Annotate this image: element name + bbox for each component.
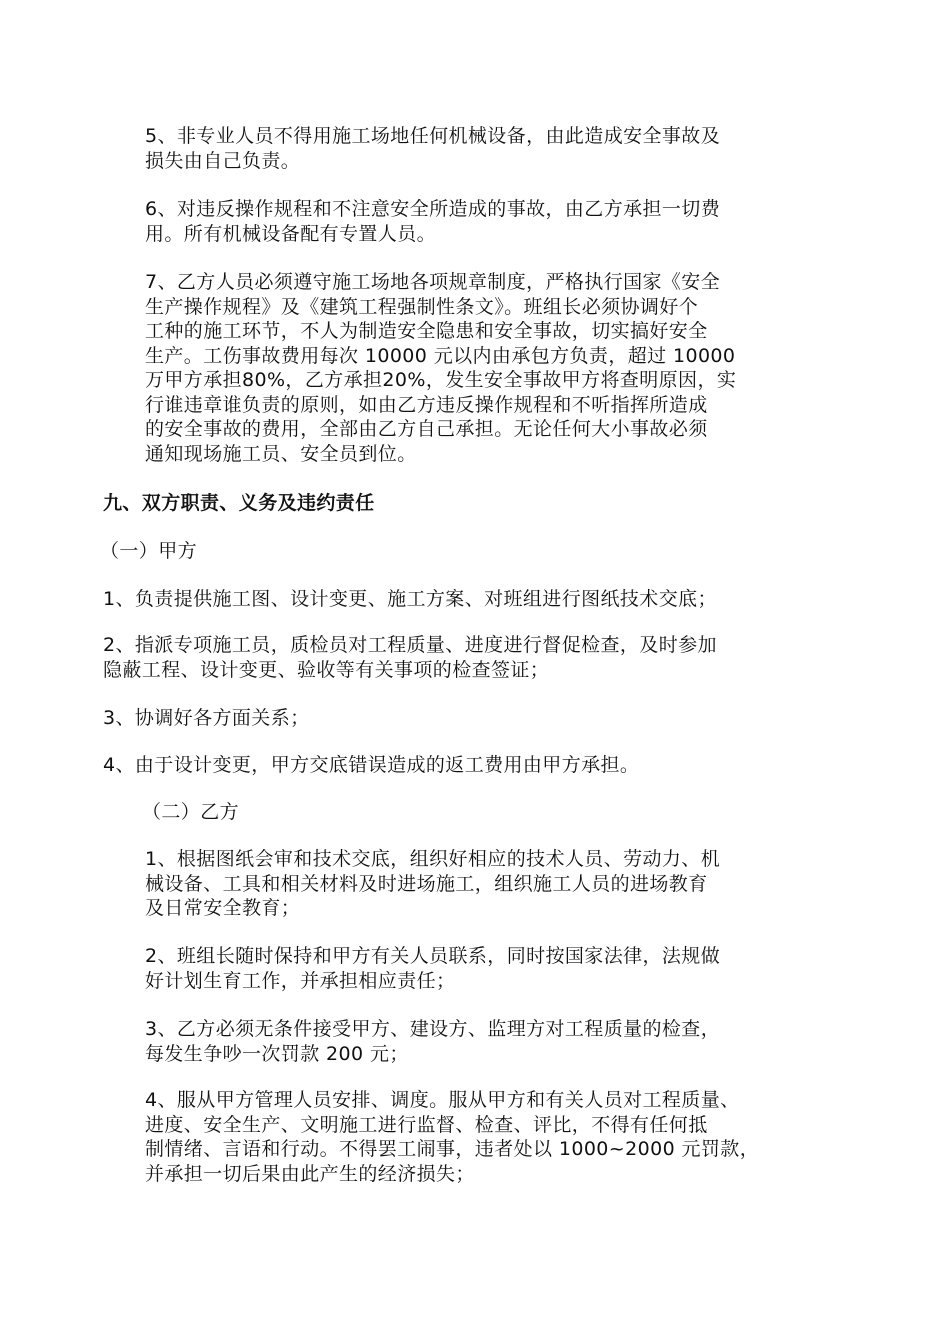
party-b-item-4-line-4: 并承担一切后果由此产生的经济损失；: [145, 1162, 475, 1185]
clause-7-line-5: 万甲方承担80%，乙方承担20%，发生安全事故甲方将查明原因，实: [145, 369, 737, 391]
party-b-item-4-line-1: 4、服从甲方管理人员安排、调度。服从甲方和有关人员对工程质量、: [145, 1089, 740, 1111]
party-b-item-3-line-2: 每发生争吵一次罚款 200 元；: [145, 1042, 409, 1065]
party-b-item-1-line-3: 及日常安全教育；: [145, 897, 301, 919]
clause-6: [145, 197, 720, 246]
clause-5-line-1: 5、非专业人员不得用施工场地任何机械设备，由此造成安全事故及: [145, 125, 721, 147]
party-a-item-2: [103, 633, 717, 682]
clause-5: [145, 124, 720, 173]
party-b-item-2-line-2: 好计划生育工作，并承担相应责任；: [145, 969, 456, 992]
clause-6-line-2: 用。所有机械设备配有专置人员。: [145, 222, 437, 245]
clause-7-line-3: 工种的施工环节，不人为制造安全隐患和安全事故，切实搞好安全: [145, 320, 708, 342]
party-a-item-2-line-1: 2、指派专项施工员，质检员对工程质量、进度进行督促检查，及时参加: [103, 634, 717, 656]
party-b-item-3: [145, 1017, 720, 1066]
party-b-item-4-line-2: 进度、安全生产、文明施工进行监督、检查、评比，不得有任何抵: [145, 1113, 708, 1136]
party-a-item-2-line-2: 隐蔽工程、设计变更、验收等有关事项的检查签证；: [103, 658, 550, 681]
party-b-item-2: [145, 944, 720, 993]
clause-7: [145, 270, 736, 466]
clause-7-line-1: 7、乙方人员必须遵守施工场地各项规章制度，严格执行国家《安全: [145, 271, 721, 293]
clause-6-line-1: 6、对违反操作规程和不注意安全所造成的事故，由乙方承担一切费: [145, 198, 721, 220]
party-b-heading: （二）乙方: [142, 801, 240, 823]
party-b-item-1-line-2: 械设备、工具和相关材料及时进场施工，组织施工人员的进场教育: [145, 872, 708, 895]
section-heading: 九、双方职责、义务及违约责任: [103, 492, 375, 514]
party-a-item-3: 3、协调好各方面关系；: [103, 707, 310, 729]
clause-7-line-7: 的安全事故的费用，全部由乙方自己承担。无论任何大小事故必须: [145, 418, 708, 440]
clause-5-line-2: 损失由自己负责。: [145, 149, 301, 172]
clause-7-line-6: 行谁违章谁负责的原则，如由乙方违反操作规程和不听指挥所造成: [145, 393, 708, 416]
party-a-item-4: 4、由于设计变更，甲方交底错误造成的返工费用由甲方承担。: [103, 754, 640, 776]
clause-7-line-2: 生产操作规程》及《建筑工程强制性条文》。班组长必须协调好个: [145, 295, 699, 318]
party-a-item-1: 1、负责提供施工图、设计变更、施工方案、对班组进行图纸技术交底；: [103, 588, 717, 610]
party-b-item-1-line-1: 1、根据图纸会审和技术交底，组织好相应的技术人员、劳动力、机: [145, 848, 721, 870]
party-b-item-1: [145, 847, 720, 921]
party-b-item-4: [145, 1088, 759, 1186]
clause-7-line-4: 生产。工伤事故费用每次 10000 元以内由承包方负责，超过 10000: [145, 344, 736, 367]
party-b-item-2-line-1: 2、班组长随时保持和甲方有关人员联系，同时按国家法律，法规做: [145, 945, 721, 967]
clause-7-line-8: 通知现场施工员、安全员到位。: [145, 442, 417, 465]
party-b-item-3-line-1: 3、乙方必须无条件接受甲方、建设方、监理方对工程质量的检查，: [145, 1018, 721, 1040]
party-a-heading: （一）甲方: [100, 540, 198, 562]
party-b-item-4-line-3: 制情绪、言语和行动。不得罢工闹事，违者处以 1000~2000 元罚款，: [145, 1138, 760, 1160]
